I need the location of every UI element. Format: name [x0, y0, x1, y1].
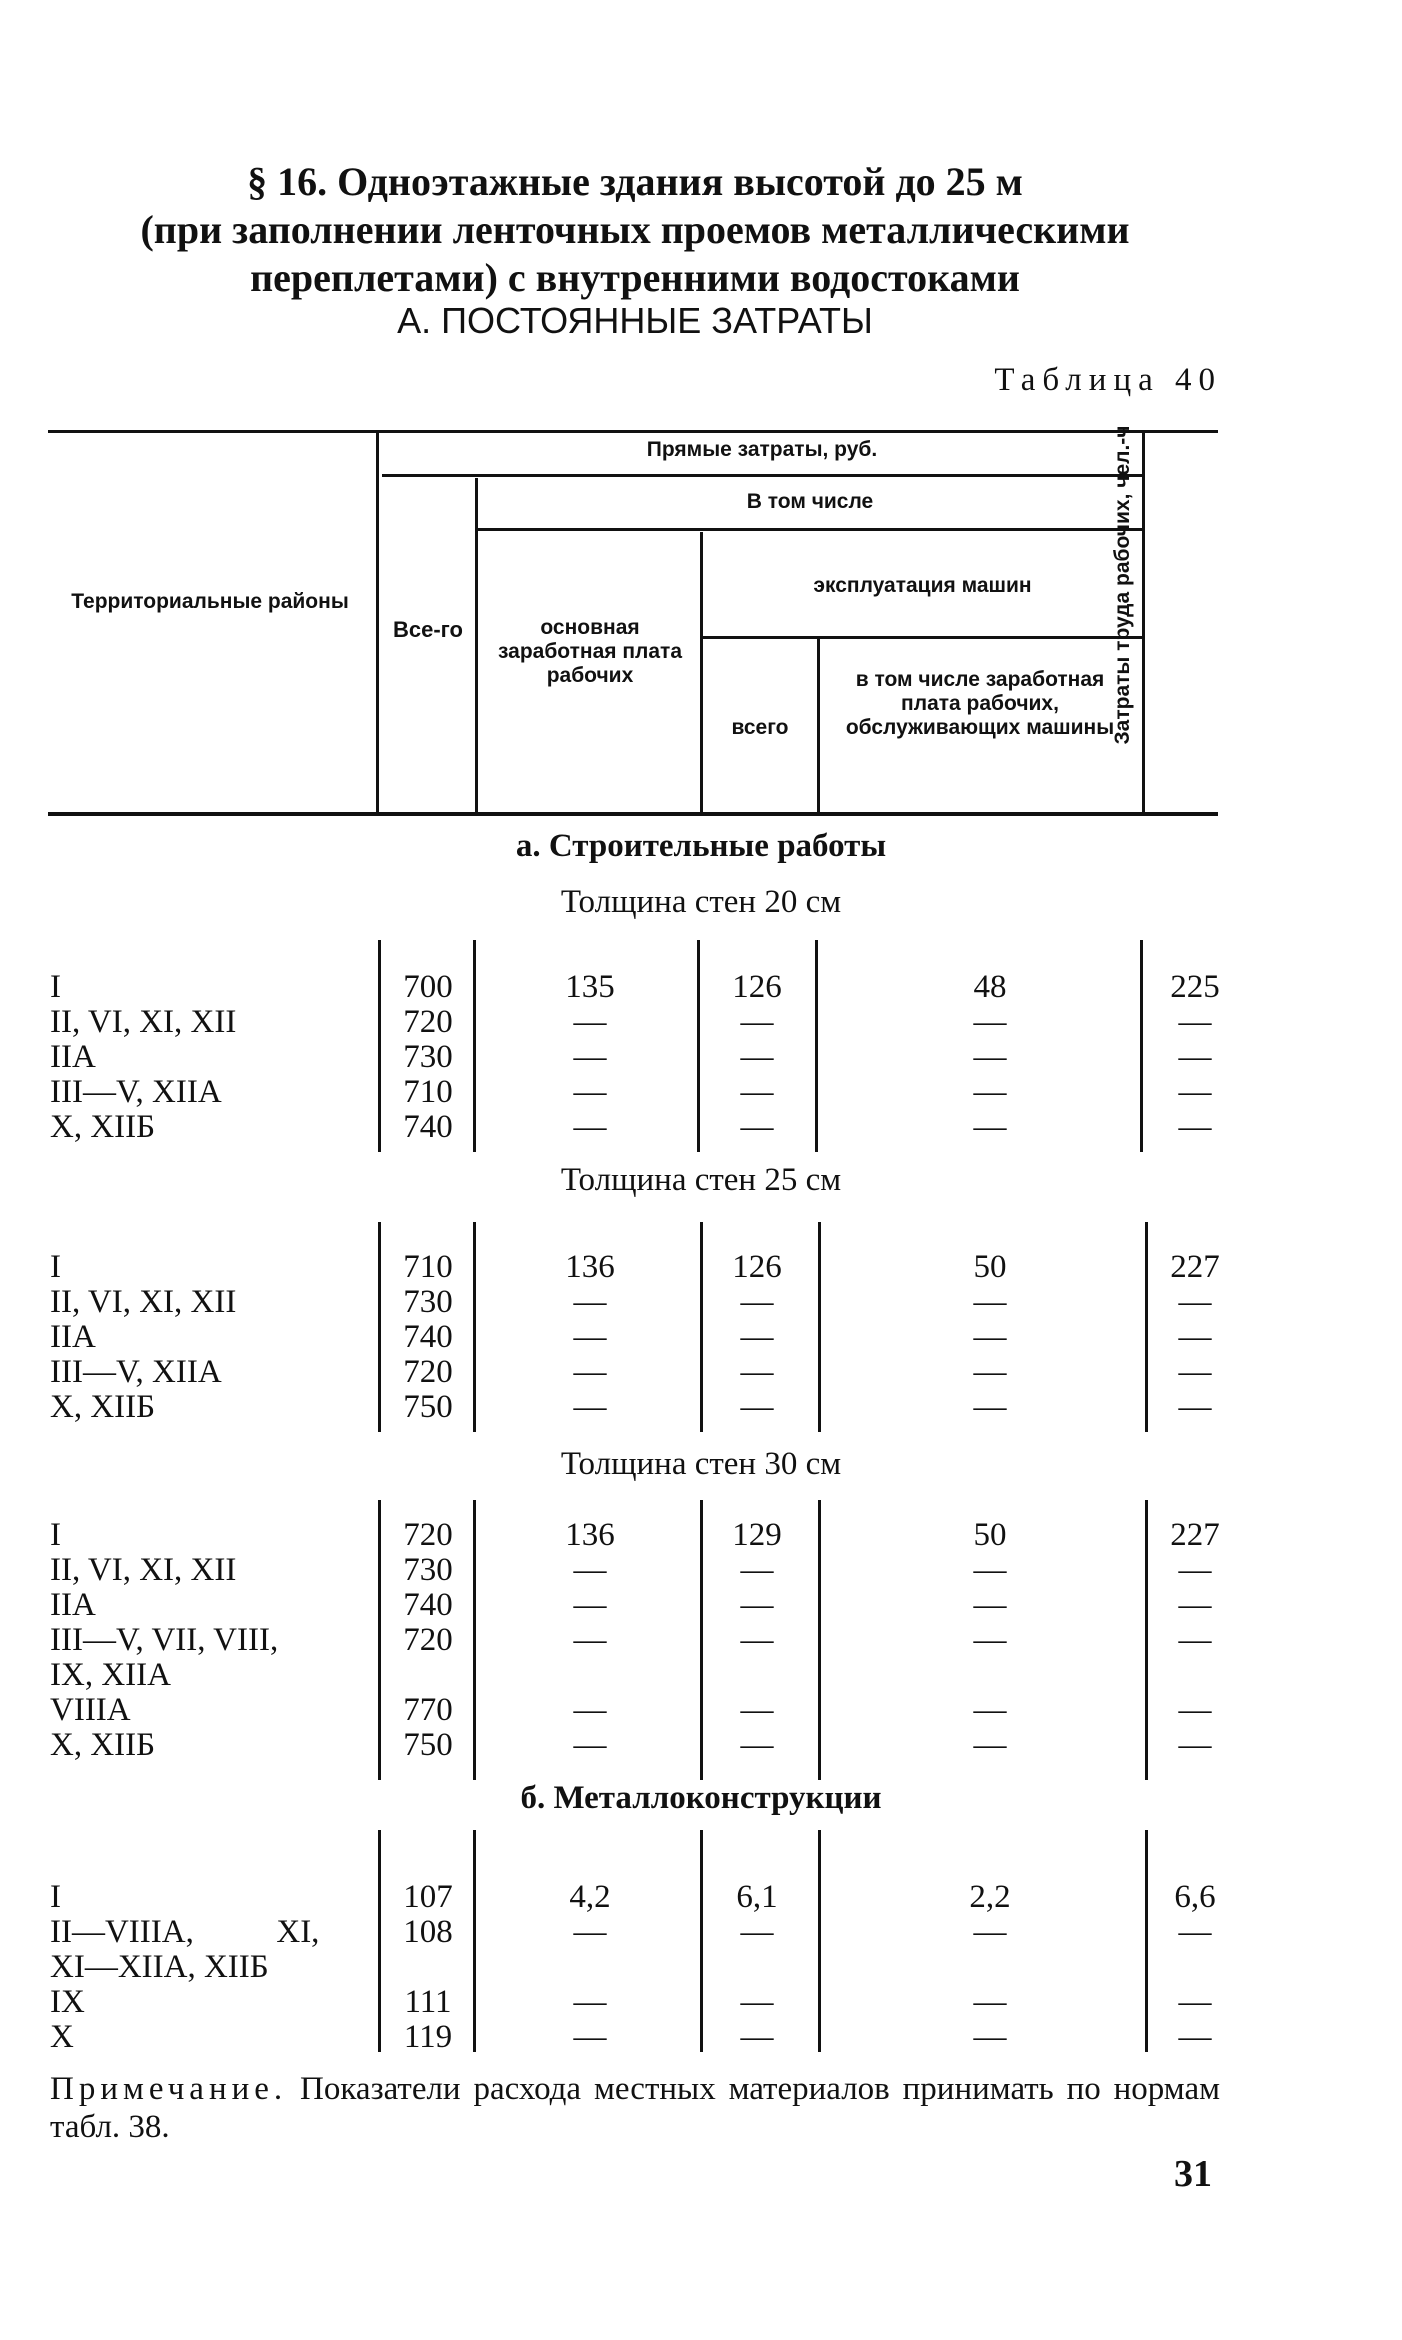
row-machine-total: 126: [732, 969, 782, 1005]
row-machine-wage: —: [973, 1004, 1007, 1040]
header-top-rule: [48, 430, 1218, 433]
col-total: Все-го: [393, 617, 463, 642]
row-labor: 6,6: [1174, 1879, 1216, 1915]
header-divider-total: [475, 478, 478, 812]
header-rule-direct: [382, 474, 1142, 477]
row-machine-wage: —: [973, 1727, 1007, 1763]
col-machine-operation: эксплуатация машин: [813, 574, 1032, 597]
row-machine-wage: —: [973, 1622, 1007, 1658]
row-labor: —: [1178, 2019, 1212, 2055]
row-total: 750: [403, 1389, 453, 1425]
row-total: 730: [403, 1284, 453, 1320]
row-region: III—V, VII, VIII,: [50, 1622, 279, 1658]
row-total: 107: [403, 1879, 453, 1915]
col-regions: Территориальные районы: [71, 590, 349, 613]
table-row: [0, 1658, 1402, 1692]
table-row: [0, 1985, 1402, 2019]
row-total: 720: [403, 1004, 453, 1040]
row-machine-total: —: [740, 1552, 774, 1588]
table-row: [0, 1285, 1402, 1319]
row-machine-total: —: [740, 2019, 774, 2055]
row-machine-total: —: [740, 1284, 774, 1320]
row-region: IIА: [50, 1587, 96, 1623]
table-row: [0, 1005, 1402, 1039]
row-machine-total: —: [740, 1692, 774, 1728]
row-machine-wage: —: [973, 1284, 1007, 1320]
row-region: IIА: [50, 1319, 96, 1355]
header-divider-mach: [817, 639, 820, 812]
row-total: 750: [403, 1727, 453, 1763]
header-rule-machines: [703, 636, 1142, 639]
table-row: [0, 1355, 1402, 1389]
row-machine-wage: —: [973, 1914, 1007, 1950]
row-labor: —: [1178, 1622, 1212, 1658]
table-label: Таблица 40: [994, 362, 1222, 398]
row-region: IX, XIIА: [50, 1657, 171, 1693]
section-a-title: А. ПОСТОЯННЫЕ ЗАТРАТЫ: [397, 300, 873, 341]
group-1-subtitle: Толщина стен 20 см: [560, 884, 842, 920]
table-row: [0, 1950, 1402, 1984]
col-labor: Затраты труда рабочих, чел.-ч: [1111, 425, 1134, 745]
row-labor: —: [1178, 1284, 1212, 1320]
table-row: [0, 1880, 1402, 1914]
row-machine-wage: —: [973, 1074, 1007, 1110]
table-row: [0, 2020, 1402, 2054]
row-machine-total: —: [740, 1914, 774, 1950]
table-row: [0, 1553, 1402, 1587]
row-wage: —: [573, 1692, 607, 1728]
table-row: [0, 970, 1402, 1004]
row-total: 740: [403, 1319, 453, 1355]
table-row: [0, 1693, 1402, 1727]
row-region: I: [50, 1517, 61, 1553]
row-wage: —: [573, 1354, 607, 1390]
table-row: [0, 1915, 1402, 1949]
row-labor: 225: [1170, 969, 1220, 1005]
row-labor: —: [1178, 1914, 1212, 1950]
row-wage: —: [573, 1109, 607, 1145]
row-machine-wage: 50: [973, 1249, 1007, 1285]
row-wage: —: [573, 1622, 607, 1658]
heading-line-2: (при заполнении ленточных проемов металлическими: [140, 207, 1130, 252]
row-total: 108: [403, 1914, 453, 1950]
row-total: 710: [403, 1074, 453, 1110]
row-labor: —: [1178, 1692, 1212, 1728]
row-labor: —: [1178, 1354, 1212, 1390]
row-region: II, VI, XI, XII: [50, 1552, 237, 1588]
row-region: X, XIIБ: [50, 1727, 156, 1763]
row-region: III—V, XIIА: [50, 1354, 222, 1390]
row-machine-wage: 50: [973, 1517, 1007, 1553]
row-machine-wage: —: [973, 1039, 1007, 1075]
header-divider-labor: [1142, 430, 1145, 812]
footnote-text: Показатели расхода местных материалов принимать по нормам табл. 38.: [50, 2071, 1220, 2145]
row-labor: —: [1178, 1319, 1212, 1355]
row-machine-wage: —: [973, 1319, 1007, 1355]
row-machine-total: —: [740, 1587, 774, 1623]
heading-line-3: переплетами) с внутренними водостоками: [250, 255, 1020, 300]
row-region: IX: [50, 1984, 85, 2020]
row-machine-wage: —: [973, 1552, 1007, 1588]
row-total: 730: [403, 1039, 453, 1075]
row-wage: —: [573, 1004, 607, 1040]
row-wage: —: [573, 1039, 607, 1075]
row-region: IIА: [50, 1039, 96, 1075]
row-machine-total: —: [740, 1727, 774, 1763]
row-wage: —: [573, 1914, 607, 1950]
row-labor: —: [1178, 1984, 1212, 2020]
row-total: 119: [403, 2019, 453, 2055]
row-machine-total: 129: [732, 1517, 782, 1553]
row-total: 720: [403, 1354, 453, 1390]
row-machine-total: —: [740, 1109, 774, 1145]
row-total: 730: [403, 1552, 453, 1588]
row-machine-wage: —: [973, 1109, 1007, 1145]
group-2-subtitle: Толщина стен 25 см: [560, 1162, 842, 1198]
section-metal: б. Металлоконструкции: [520, 1780, 882, 1816]
row-total: 720: [403, 1622, 453, 1658]
row-total: 720: [403, 1517, 453, 1553]
row-machine-wage: —: [973, 2019, 1007, 2055]
row-region: XI—XIIА, XIIБ: [50, 1949, 269, 1985]
col-direct-costs: Прямые затраты, руб.: [646, 438, 878, 461]
col-machine-wage: в том числе заработная плата рабочих, обслуживающих машины: [845, 668, 1115, 739]
row-total: 700: [403, 969, 453, 1005]
row-region: III—V, XIIА: [50, 1074, 222, 1110]
row-region: I: [50, 1879, 61, 1915]
row-wage: —: [573, 2019, 607, 2055]
row-machine-total: 126: [732, 1249, 782, 1285]
row-region: I: [50, 1249, 61, 1285]
row-machine-total: 6,1: [736, 1879, 778, 1915]
row-machine-total: —: [740, 1622, 774, 1658]
table-row: [0, 1623, 1402, 1657]
row-region: VIIIА: [50, 1692, 131, 1728]
row-total: 740: [403, 1587, 453, 1623]
col-base-wage: основная заработная плата рабочих: [497, 616, 683, 687]
table-row: [0, 1390, 1402, 1424]
row-labor: —: [1178, 1389, 1212, 1425]
row-region: X, XIIБ: [50, 1389, 156, 1425]
table-row: [0, 1250, 1402, 1284]
heading-line-1: § 16. Одноэтажные здания высотой до 25 м: [247, 159, 1023, 204]
row-labor: —: [1178, 1727, 1212, 1763]
row-wage: —: [573, 1552, 607, 1588]
header-rule-including: [478, 528, 1142, 531]
row-wage: —: [573, 1319, 607, 1355]
row-total: 770: [403, 1692, 453, 1728]
table-row: [0, 1518, 1402, 1552]
table-row: [0, 1110, 1402, 1144]
row-machine-wage: —: [973, 1692, 1007, 1728]
col-machine-total: всего: [731, 716, 789, 739]
header-bottom-rule: [48, 812, 1218, 816]
page-number: 31: [1174, 2153, 1212, 2195]
table-row: [0, 1728, 1402, 1762]
row-machine-wage: 48: [973, 969, 1007, 1005]
row-wage: 136: [565, 1249, 615, 1285]
row-wage: —: [573, 1284, 607, 1320]
row-region: II, VI, XI, XII: [50, 1284, 237, 1320]
row-labor: —: [1178, 1109, 1212, 1145]
row-labor: —: [1178, 1552, 1212, 1588]
row-region: I: [50, 969, 61, 1005]
row-machine-wage: —: [973, 1354, 1007, 1390]
col-including: В том числе: [746, 490, 874, 513]
row-labor: —: [1178, 1587, 1212, 1623]
row-wage: 4,2: [569, 1879, 611, 1915]
table-row: [0, 1320, 1402, 1354]
footnote-label: Примечание.: [50, 2071, 288, 2107]
row-wage: —: [573, 1727, 607, 1763]
row-machine-wage: 2,2: [969, 1879, 1011, 1915]
row-machine-wage: —: [973, 1984, 1007, 2020]
row-machine-total: —: [740, 1319, 774, 1355]
row-labor: 227: [1170, 1517, 1220, 1553]
table-row: [0, 1040, 1402, 1074]
row-total: 740: [403, 1109, 453, 1145]
table-row: [0, 1075, 1402, 1109]
footnote: [50, 2070, 1220, 2146]
row-wage: —: [573, 1389, 607, 1425]
row-machine-wage: —: [973, 1389, 1007, 1425]
row-region: X, XIIБ: [50, 1109, 156, 1145]
row-total: 710: [403, 1249, 453, 1285]
row-total: 111: [404, 1984, 452, 2020]
table-row: [0, 1588, 1402, 1622]
row-wage: 136: [565, 1517, 615, 1553]
row-region: X: [50, 2019, 74, 2055]
row-machine-total: —: [740, 1354, 774, 1390]
row-wage: —: [573, 1984, 607, 2020]
row-wage: —: [573, 1587, 607, 1623]
row-labor: —: [1178, 1074, 1212, 1110]
row-machine-total: —: [740, 1004, 774, 1040]
row-machine-total: —: [740, 1039, 774, 1075]
row-machine-total: —: [740, 1389, 774, 1425]
row-labor: —: [1178, 1004, 1212, 1040]
row-machine-total: —: [740, 1074, 774, 1110]
row-region: II—VIIIА, XI,: [50, 1914, 320, 1950]
group-3-subtitle: Толщина стен 30 см: [560, 1446, 842, 1482]
row-machine-wage: —: [973, 1587, 1007, 1623]
row-labor: —: [1178, 1039, 1212, 1075]
section-construction: а. Строительные работы: [515, 828, 887, 864]
row-wage: —: [573, 1074, 607, 1110]
row-region: II, VI, XI, XII: [50, 1004, 237, 1040]
row-labor: 227: [1170, 1249, 1220, 1285]
row-wage: 135: [565, 969, 615, 1005]
row-machine-total: —: [740, 1984, 774, 2020]
header-divider-regions: [376, 430, 379, 812]
